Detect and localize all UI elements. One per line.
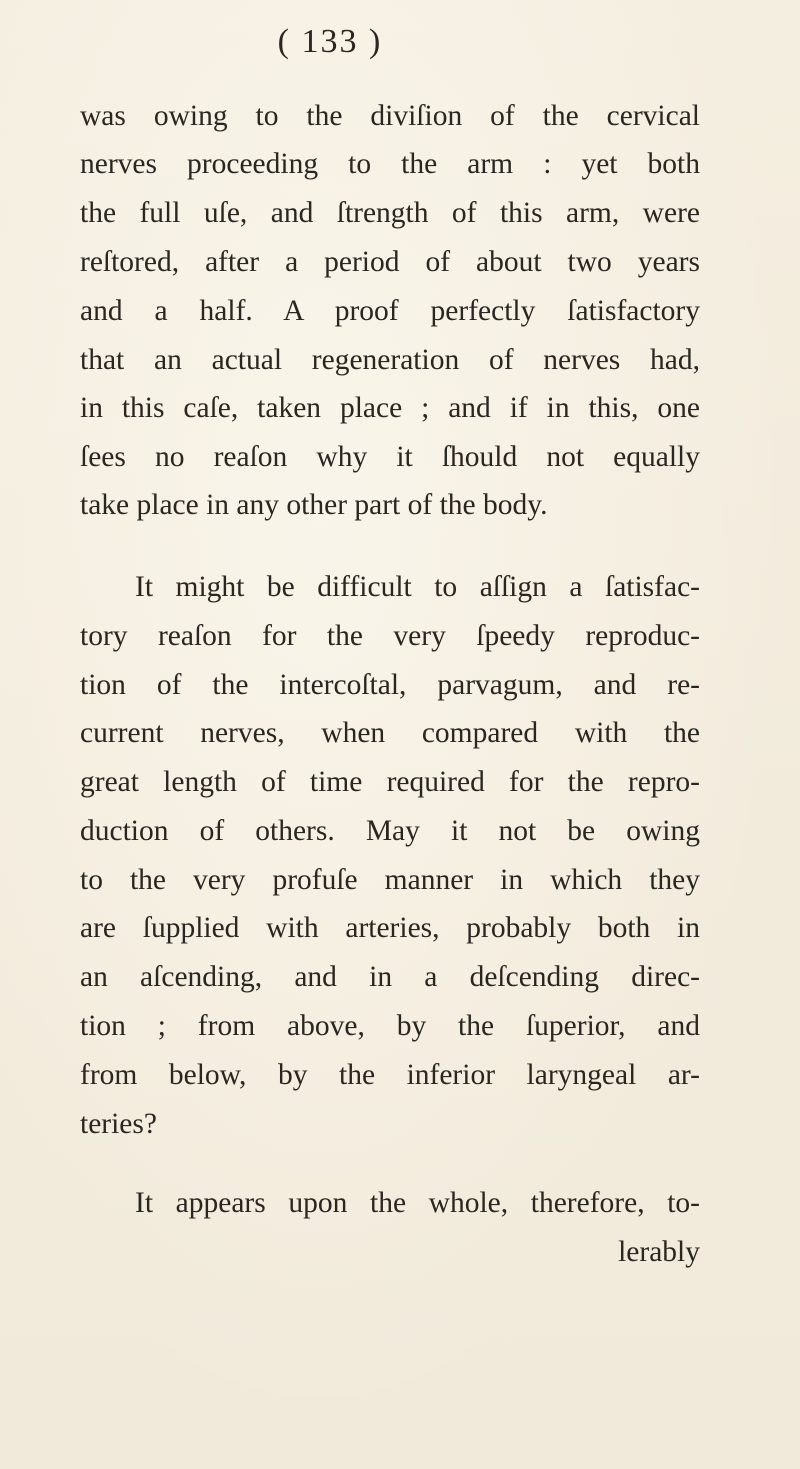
text-line: teries? [80,1108,157,1140]
text-line: from below, by the inferior laryngeal ar- [80,1059,700,1091]
text-line: tory reaſon for the very ſpeedy reproduc- [80,620,700,652]
catchword: lerably [618,1236,700,1268]
text-line: nerves proceeding to the arm : yet both [80,148,700,180]
text-line: tion ; from above, by the ſuperior, and [80,1010,700,1042]
text-line: duction of others. May it not be owing [80,815,700,847]
text-line: It might be difficult to aſſign a ſatisfac- [135,571,700,603]
text-line: was owing to the diviſion of the cervical [80,100,700,132]
text-line: great length of time required for the repro- [80,766,700,798]
text-line: to the very profuſe manner in which they [80,864,700,896]
text-line: the full uſe, and ſtrength of this arm, were [80,197,700,229]
text-line: current nerves, when compared with the [80,717,700,749]
text-line: an aſcending, and in a deſcending direc- [80,961,700,993]
text-line: and a half. A proof perfectly ſatisfactory [80,295,700,327]
text-line: It appears upon the whole, therefore, to- [135,1187,700,1219]
page-number: ( 133 ) [277,23,383,60]
text-line: are ſupplied with arteries, probably both in [80,912,700,944]
text-line: take place in any other part of the body. [80,489,548,521]
text-line: that an actual regeneration of nerves had, [80,344,700,376]
text-line: in this caſe, taken place ; and if in this, one [80,392,700,424]
text-line: reſtored, after a period of about two years [80,246,700,278]
text-line: ſees no reaſon why it ſhould not equally [80,441,700,473]
text-line: tion of the intercoſtal, parvagum, and re- [80,669,700,701]
